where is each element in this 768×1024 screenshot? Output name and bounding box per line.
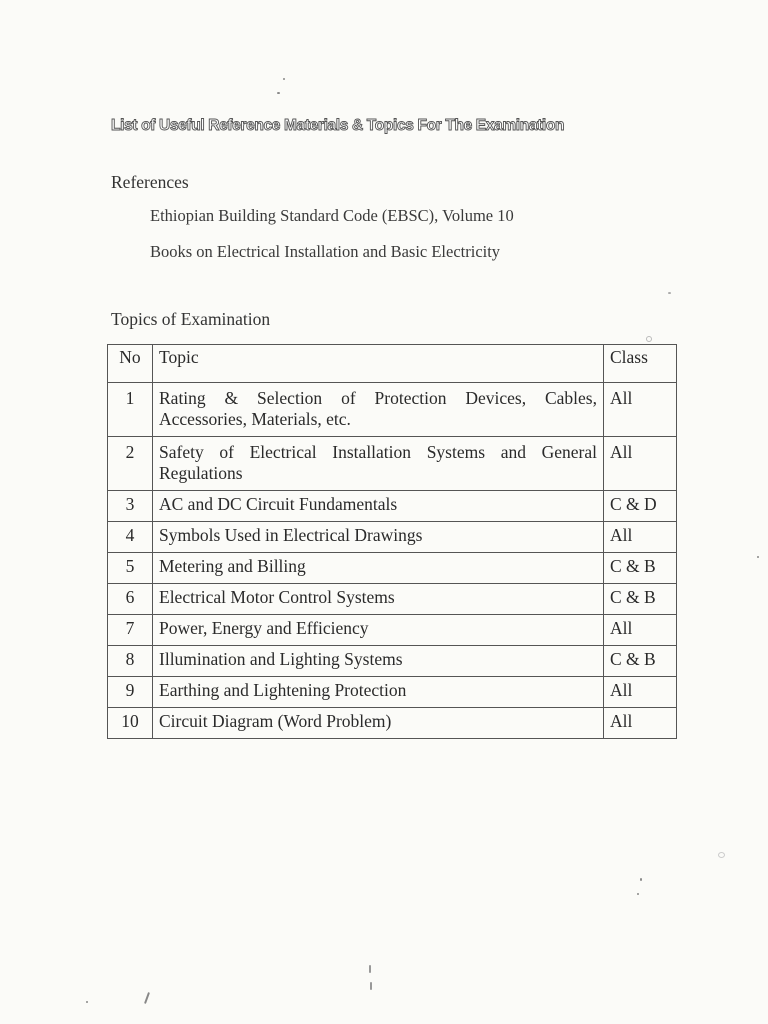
scan-speck: [668, 292, 671, 294]
row-class: C & B: [604, 553, 677, 584]
column-header-no: No: [108, 345, 153, 383]
row-class: All: [604, 677, 677, 708]
scan-speck: [646, 336, 652, 342]
row-topic: Power, Energy and Efficiency: [153, 615, 604, 646]
row-topic: Safety of Electrical Installation Systems and General Regulations: [153, 437, 604, 491]
scan-speck: [369, 965, 371, 973]
row-no: 7: [108, 615, 153, 646]
row-class: All: [604, 708, 677, 739]
scan-speck: [277, 92, 280, 94]
table-row: [108, 383, 677, 437]
topics-table: [107, 344, 677, 739]
row-no: 10: [108, 708, 153, 739]
table-row: [108, 584, 677, 615]
scan-speck: [144, 992, 150, 1004]
table-header-row: [108, 345, 677, 383]
references-heading: References: [111, 172, 189, 192]
row-no: 9: [108, 677, 153, 708]
scan-speck: [283, 78, 285, 80]
row-no: 1: [108, 383, 153, 437]
row-no: 8: [108, 646, 153, 677]
column-header-class: Class: [604, 345, 677, 383]
row-topic: Metering and Billing: [153, 553, 604, 584]
reference-item: Ethiopian Building Standard Code (EBSC), Volume 10: [150, 206, 514, 225]
row-topic: Rating & Selection of Protection Devices, Cables, Accessories, Materials, etc.: [153, 383, 604, 437]
row-no: 2: [108, 437, 153, 491]
row-topic: Illumination and Lighting Systems: [153, 646, 604, 677]
table-row: [108, 646, 677, 677]
document-title: List of Useful Reference Materials & Topics For The Examination: [111, 117, 565, 134]
table-row: [108, 708, 677, 739]
row-class: All: [604, 522, 677, 553]
row-class: C & B: [604, 646, 677, 677]
scan-speck: [757, 556, 759, 558]
row-no: 5: [108, 553, 153, 584]
table-row: [108, 677, 677, 708]
row-no: 4: [108, 522, 153, 553]
table-row: [108, 522, 677, 553]
reference-item: Books on Electrical Installation and Basic Electricity: [150, 242, 501, 261]
topics-heading: Topics of Examination: [111, 309, 271, 329]
column-header-topic: Topic: [153, 345, 604, 383]
scan-speck: [370, 982, 372, 990]
row-no: 3: [108, 491, 153, 522]
table-row: [108, 437, 677, 491]
row-topic: Symbols Used in Electrical Drawings: [153, 522, 604, 553]
row-no: 6: [108, 584, 153, 615]
row-class: All: [604, 383, 677, 437]
row-topic: Circuit Diagram (Word Problem): [153, 708, 604, 739]
scan-speck: [86, 1001, 88, 1003]
row-class: All: [604, 615, 677, 646]
row-topic: AC and DC Circuit Fundamentals: [153, 491, 604, 522]
table-row: [108, 615, 677, 646]
table-row: [108, 553, 677, 584]
row-topic: Earthing and Lightening Protection: [153, 677, 604, 708]
scan-speck: [640, 878, 642, 881]
row-class: C & D: [604, 491, 677, 522]
scan-speck: [718, 852, 725, 858]
row-class: C & B: [604, 584, 677, 615]
table-row: [108, 491, 677, 522]
row-topic: Electrical Motor Control Systems: [153, 584, 604, 615]
row-class: All: [604, 437, 677, 491]
scan-speck: [637, 893, 639, 895]
